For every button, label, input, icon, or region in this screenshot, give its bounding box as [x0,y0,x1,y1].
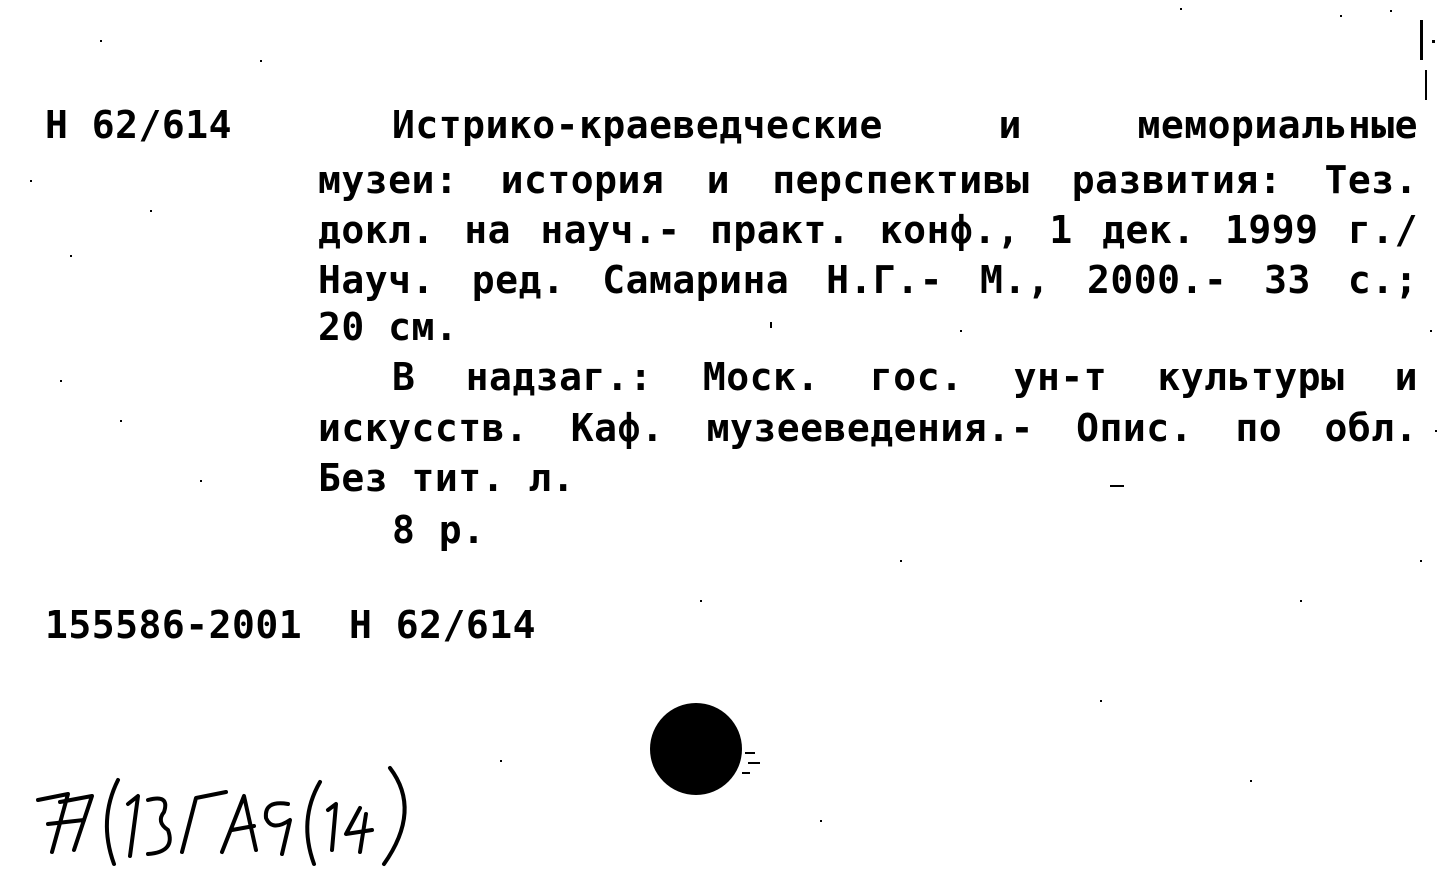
price: 8 р. [392,508,486,552]
note-line-2: искусств. Каф. музееведения.- Опис. по обл. [318,406,1418,450]
shelfmark-top: Н 62/614 [45,103,233,147]
title-line-2: музеи: история и перспективы развития: Тез. [318,158,1418,202]
inventory-line [45,600,536,650]
inventory-number: 155586-2001 [45,603,303,647]
title-line-1: Истрико-краеведческие и мемориальные [392,103,1418,147]
handwritten-note [30,760,430,870]
physical-description: 20 см. [318,305,459,349]
note-line-3: Без тит. л. [318,456,576,500]
title-line-4: Науч. ред. Самарина Н.Г.- М., 2000.- 33 с.; [318,258,1418,302]
inventory-shelfmark: Н 62/614 [348,603,536,647]
punch-hole [650,703,742,795]
note-line-1: В надзаг.: Моск. гос. ун-т культуры и [392,355,1418,399]
title-line-3: докл. на науч.- практ. конф., 1 дек. 1999 г./ [318,208,1418,252]
